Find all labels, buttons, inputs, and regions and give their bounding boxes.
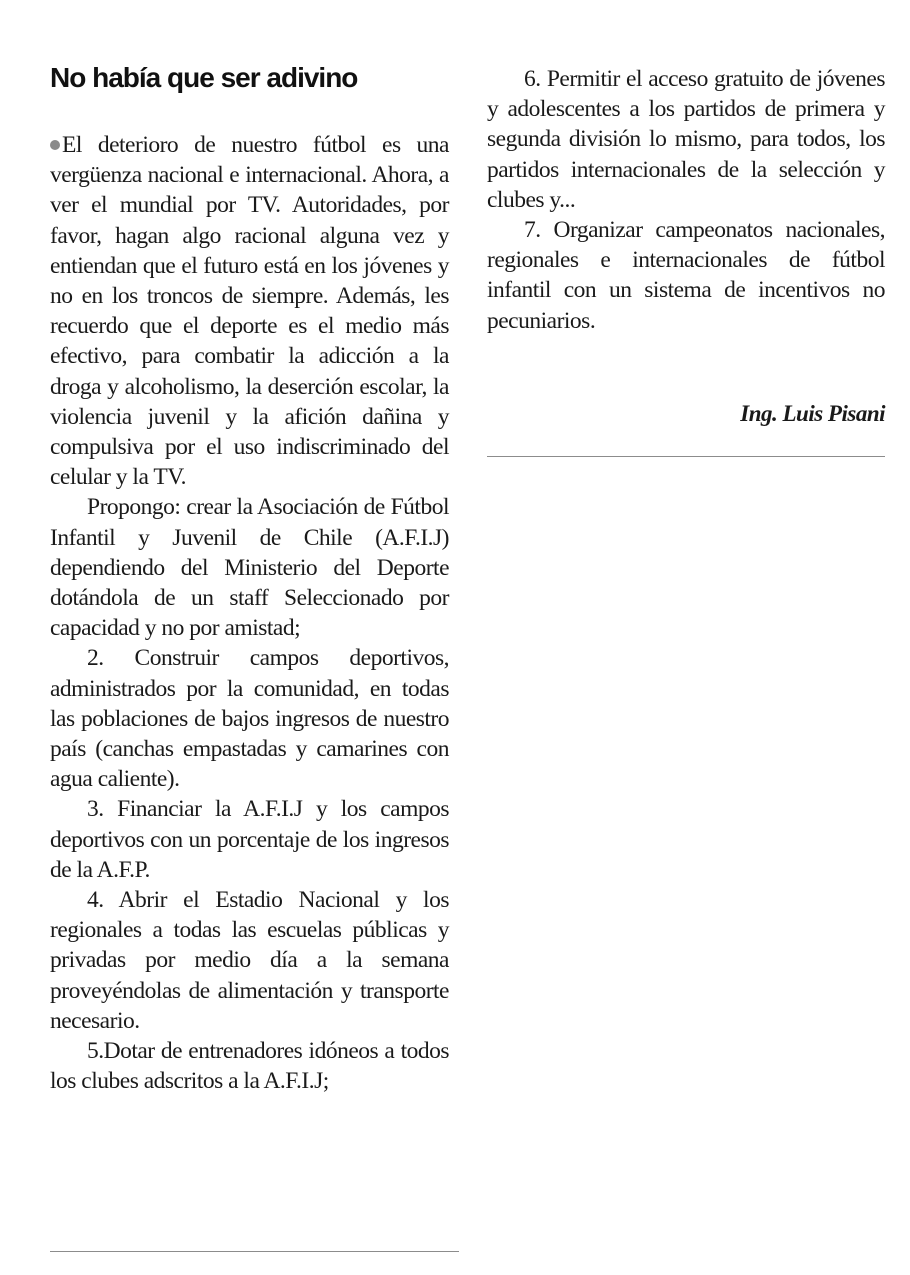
divider-left <box>50 1251 459 1252</box>
divider-right <box>487 456 885 457</box>
article-paragraph-point-5: 5.Dotar de entrenadores idóneos a todos los clubes adscritos a la A.F.I.J; <box>50 1038 449 1095</box>
article-paragraph-proposal: Propongo: crear la Asociación de Fútbol Infantil y Juvenil de Chile (A.F.I.J) dependiendo del Ministerio del Deporte dotándola de un staff Seleccionado por capacidad y no por amistad; <box>50 494 449 642</box>
author-signature: Ing. Luis Pisani <box>740 401 885 426</box>
paragraph-text: El deterioro de nuestro fútbol es una vergüenza nacional e internacional. Ahora, a ver el mundial por TV. Autoridades, por favor, hagan algo racional alguna vez y entiendan que el futuro está en los jóvenes y no en los troncos de siempre. Además, les recuerdo que el deporte es el medio más efectivo, para combatir la adicción a la droga y alcoholismo, la deserción escolar, la violencia juvenil y la afición dañina y compulsiva por el uso indiscriminado del celular y la TV. <box>50 132 449 491</box>
article-paragraph-point-3: 3. Financiar la A.F.I.J y los campos deportivos con un porcentaje de los ingresos de la A.F.P. <box>50 796 449 883</box>
article-paragraph-point-2: 2. Construir campos deportivos, administrados por la comunidad, en todas las poblaciones de bajos ingresos de nuestro país (canchas empastadas y camarines con agua caliente). <box>50 645 449 793</box>
article-headline: No había que ser adivino <box>50 62 358 93</box>
article-column-right <box>487 64 885 336</box>
article-paragraph-point-7: 7. Organizar campeonatos nacionales, regionales e internacionales de fútbol infantil con un sistema de incentivos no pecuniarios. <box>487 217 885 334</box>
article-column-left <box>50 130 449 1097</box>
article-paragraph-point-4: 4. Abrir el Estadio Nacional y los regionales a todas las escuelas públicas y privadas por medio día a la semana proveyéndolas de alimentación y transporte necesario. <box>50 887 449 1034</box>
article-paragraph-intro <box>50 130 449 492</box>
bullet-icon <box>50 140 60 150</box>
article-paragraph-point-6: 6. Permitir el acceso gratuito de jóvenes y adolescentes a los partidos de primera y segunda división lo mismo, para todos, los partidos internacionales de la selección y clubes y... <box>487 66 885 213</box>
